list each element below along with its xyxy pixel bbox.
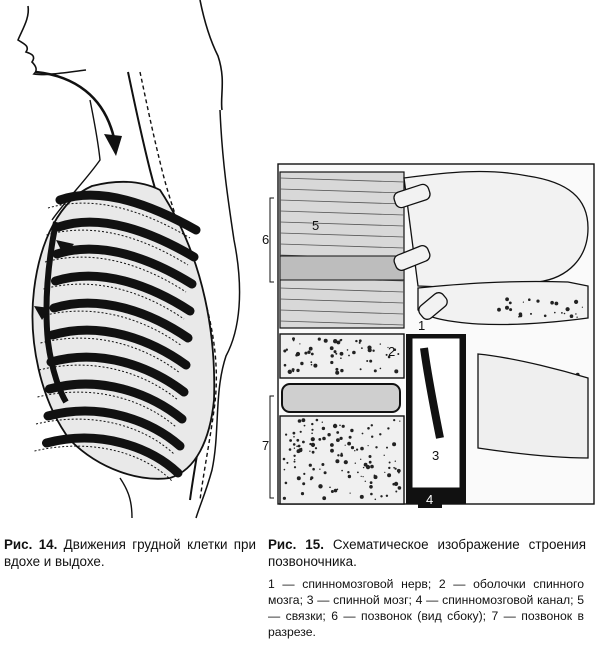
bone-pore: [313, 364, 317, 368]
bracket-7: [270, 396, 274, 498]
bone-pore: [393, 467, 395, 469]
bone-pore: [505, 297, 509, 301]
bone-pore: [509, 308, 512, 311]
bone-pore: [375, 446, 377, 448]
bone-pore: [310, 476, 313, 479]
bone-pore: [394, 482, 398, 486]
bone-pore: [315, 447, 317, 449]
bone-pore: [566, 307, 570, 311]
bone-pore: [347, 471, 349, 473]
bone-pore: [554, 312, 556, 314]
bracket-6: [270, 198, 274, 282]
bone-pore: [295, 354, 298, 357]
face-profile: [18, 6, 86, 75]
bone-pore: [374, 475, 378, 479]
bone-pore: [293, 432, 296, 435]
figure-14-title: Движения грудной клетки при вдохе и выдохе.: [4, 537, 256, 569]
bone-pore: [523, 302, 524, 303]
bone-pore: [355, 463, 356, 464]
bone-pore: [285, 434, 287, 436]
bone-pore: [300, 448, 302, 450]
bone-pore: [371, 436, 373, 438]
bone-pore: [375, 499, 377, 501]
bone-pore: [362, 433, 364, 435]
bone-pore: [309, 347, 313, 351]
bone-pore: [365, 481, 366, 482]
bone-pore: [283, 497, 286, 500]
bone-pore: [361, 476, 362, 477]
bone-pore: [293, 443, 296, 446]
bone-pore: [349, 436, 352, 439]
marker-6: 6: [262, 232, 270, 247]
bone-pore: [397, 353, 399, 355]
bone-pore: [352, 351, 356, 355]
bone-pore: [296, 369, 299, 372]
marker-2: 2: [388, 344, 396, 359]
figure-15-label: Рис. 15.: [268, 537, 324, 552]
bone-pore: [311, 437, 315, 441]
bone-pore: [582, 307, 583, 308]
bone-pore: [350, 429, 353, 432]
bone-pore: [286, 462, 288, 464]
bone-pore: [360, 459, 361, 460]
bone-pore: [350, 493, 351, 494]
bone-pore: [299, 343, 300, 344]
bone-pore: [312, 451, 315, 454]
bone-pore: [302, 441, 305, 444]
bone-pore: [324, 339, 328, 343]
bone-pore: [380, 495, 382, 497]
bone-pore: [311, 364, 313, 366]
bone-pore: [319, 469, 320, 470]
bone-pore: [289, 439, 292, 442]
bone-pore: [519, 314, 522, 317]
bone-pore: [340, 437, 343, 440]
bone-pore: [311, 443, 315, 447]
bone-pore: [345, 445, 346, 446]
bone-pore: [298, 419, 302, 423]
bone-pore: [294, 448, 295, 449]
bone-pore: [386, 447, 388, 449]
bone-pore: [329, 487, 331, 489]
bone-pore: [509, 302, 512, 305]
bone-pore: [340, 369, 343, 372]
bone-pore: [330, 449, 334, 453]
bone-pore: [300, 362, 303, 365]
figure-15-legend: 1 — спинномозговой нерв; 2 — оболочки спинного мозга; 3 — спинной мозг; 4 — спинномозговой канал; 5 — связки; 6 — позвонок (вид сбоку); 7 — позвонок в разрезе.: [268, 577, 584, 639]
bone-pore: [356, 449, 358, 451]
bone-pore: [330, 361, 333, 364]
bone-pore: [293, 455, 295, 457]
bone-pore: [371, 424, 373, 426]
bone-pore: [283, 350, 286, 353]
bone-pore: [288, 370, 292, 374]
figure-15-title: Схематическое изображение строения позвоночника.: [268, 537, 586, 569]
bone-pore: [300, 431, 302, 433]
bone-pore: [555, 302, 559, 306]
bone-pore: [348, 355, 350, 357]
bone-pore: [361, 347, 363, 349]
bone-pore: [296, 439, 299, 442]
vertebra-side-view: [280, 172, 404, 328]
bone-pore: [374, 369, 377, 372]
bone-pore: [357, 472, 359, 474]
bone-pore: [302, 418, 306, 422]
figure-15-caption: [268, 536, 586, 570]
bone-pore: [335, 368, 338, 371]
bone-pore: [393, 419, 395, 421]
bone-pore: [561, 312, 563, 314]
bone-pore: [380, 343, 381, 344]
bone-pore: [544, 315, 547, 318]
bone-pore: [387, 473, 391, 477]
bone-pore: [574, 300, 578, 304]
bone-pore: [339, 339, 341, 341]
marker-4: 4: [426, 492, 434, 507]
bone-pore: [310, 361, 312, 363]
bone-pore: [380, 368, 382, 370]
marker-7: 7: [262, 438, 270, 453]
bone-pore: [318, 438, 321, 441]
bone-pore: [399, 421, 400, 422]
bone-pore: [389, 462, 391, 464]
bone-pore: [330, 346, 334, 350]
bone-pore: [379, 433, 381, 435]
bone-pore: [309, 451, 310, 452]
bone-pore: [316, 419, 319, 422]
bone-pore: [339, 425, 341, 427]
bone-pore: [359, 342, 361, 344]
bone-pore: [384, 472, 385, 473]
bone-pore: [318, 484, 322, 488]
bone-pore: [297, 476, 301, 480]
bone-pore: [322, 496, 326, 500]
neck-outline: [200, 0, 222, 110]
bone-pore: [298, 445, 301, 448]
bone-pore: [530, 313, 532, 315]
bone-pore: [327, 433, 330, 436]
bone-pore: [340, 357, 342, 359]
bone-pore: [303, 473, 305, 475]
bone-pore: [335, 353, 337, 355]
bone-pore: [321, 463, 324, 466]
bone-pore: [285, 482, 288, 485]
bone-pore: [360, 495, 364, 499]
bone-pore: [335, 459, 339, 463]
bone-pore: [354, 450, 355, 451]
bone-pore: [370, 481, 373, 484]
marker-5: 5: [312, 218, 320, 233]
bone-pore: [388, 467, 390, 469]
bone-pore: [360, 447, 364, 451]
bone-pore: [395, 461, 396, 462]
bone-pore: [311, 423, 313, 425]
bone-pore: [564, 313, 566, 315]
bone-pore: [336, 431, 339, 434]
bone-pore: [333, 424, 337, 428]
bone-pore: [536, 300, 539, 303]
breath-arrow-line: [36, 72, 114, 138]
bone-pore: [302, 482, 305, 485]
bone-pore: [318, 338, 321, 341]
bone-pore: [369, 461, 372, 464]
bone-pore: [284, 364, 287, 367]
marker-3: 3: [432, 448, 440, 463]
bone-pore: [364, 463, 368, 467]
bone-pore: [344, 460, 348, 464]
bone-pore: [289, 448, 292, 451]
bone-pore: [392, 442, 396, 446]
bone-pore: [369, 485, 373, 489]
bone-pore: [337, 341, 341, 345]
bone-pore: [340, 352, 344, 356]
abdomen-outline: [120, 478, 132, 518]
bone-pore: [322, 437, 326, 441]
bone-pore: [294, 466, 296, 468]
bone-pore: [347, 442, 351, 446]
bone-pore: [368, 445, 369, 446]
bone-pore: [307, 351, 310, 354]
bone-pore: [294, 459, 295, 460]
figure-14-caption: [4, 536, 256, 570]
bone-pore: [505, 306, 509, 310]
bone-pore: [367, 427, 370, 430]
bone-pore: [384, 455, 385, 456]
figure-14-illustration: [0, 0, 262, 520]
bone-pore: [360, 368, 362, 370]
bone-pore: [293, 340, 295, 342]
bone-pore: [575, 313, 576, 314]
bone-pore: [334, 350, 337, 353]
bone-pore: [550, 301, 554, 305]
marker-1: 1: [418, 318, 426, 333]
bone-pore: [330, 443, 334, 447]
bone-pore: [355, 340, 357, 342]
bone-pore: [398, 472, 400, 474]
bone-pore: [283, 458, 286, 461]
bone-pore: [322, 427, 325, 430]
bone-pore: [386, 495, 388, 497]
bone-pore: [348, 475, 351, 478]
bone-pore: [395, 491, 397, 493]
bone-pore: [294, 461, 296, 463]
bone-pore: [570, 314, 574, 318]
bone-pore: [311, 433, 313, 435]
intervertebral-disc: [282, 384, 400, 412]
bone-pore: [341, 470, 343, 472]
breath-arrow-head-icon: [104, 134, 122, 156]
bone-pore: [301, 492, 304, 495]
bone-pore: [331, 354, 334, 357]
bone-pore: [311, 429, 313, 431]
bone-pore: [387, 427, 389, 429]
bone-pore: [337, 489, 339, 491]
vertebra-section-lower: [280, 416, 404, 504]
bone-pore: [312, 468, 315, 471]
bone-pore: [372, 350, 374, 352]
figure-15-illustration: [262, 158, 598, 516]
bone-pore: [304, 352, 307, 355]
bone-pore: [311, 353, 314, 356]
bone-pore: [347, 349, 349, 351]
bone-pore: [331, 490, 334, 493]
bone-pore: [340, 454, 343, 457]
bone-pore: [528, 298, 531, 301]
bone-pore: [322, 422, 323, 423]
bone-pore: [342, 425, 345, 428]
vertebral-processes: [392, 172, 588, 325]
bone-pore: [324, 471, 327, 474]
bone-pore: [363, 476, 364, 477]
bone-pore: [296, 446, 298, 448]
figure-14-label: Рис. 14.: [4, 537, 58, 552]
bone-pore: [292, 370, 294, 372]
bone-pore: [304, 425, 306, 427]
bone-pore: [369, 360, 372, 363]
ligaments-band: [280, 256, 404, 280]
bone-pore: [335, 371, 339, 375]
bone-pore: [309, 464, 312, 467]
bone-pore: [363, 467, 364, 468]
bone-pore: [337, 454, 339, 456]
bone-pore: [394, 369, 398, 373]
bone-pore: [359, 339, 362, 342]
bone-pore: [369, 455, 372, 458]
bone-pore: [370, 493, 373, 496]
bone-pore: [366, 360, 368, 362]
bone-pore: [351, 446, 354, 449]
bone-pore: [576, 317, 577, 318]
bone-pore: [284, 469, 286, 471]
bone-pore: [368, 348, 372, 352]
bone-pore: [497, 308, 501, 312]
bone-pore: [370, 465, 374, 469]
bone-pore: [336, 438, 340, 442]
bone-pore: [293, 436, 295, 438]
bone-pore: [398, 486, 402, 490]
